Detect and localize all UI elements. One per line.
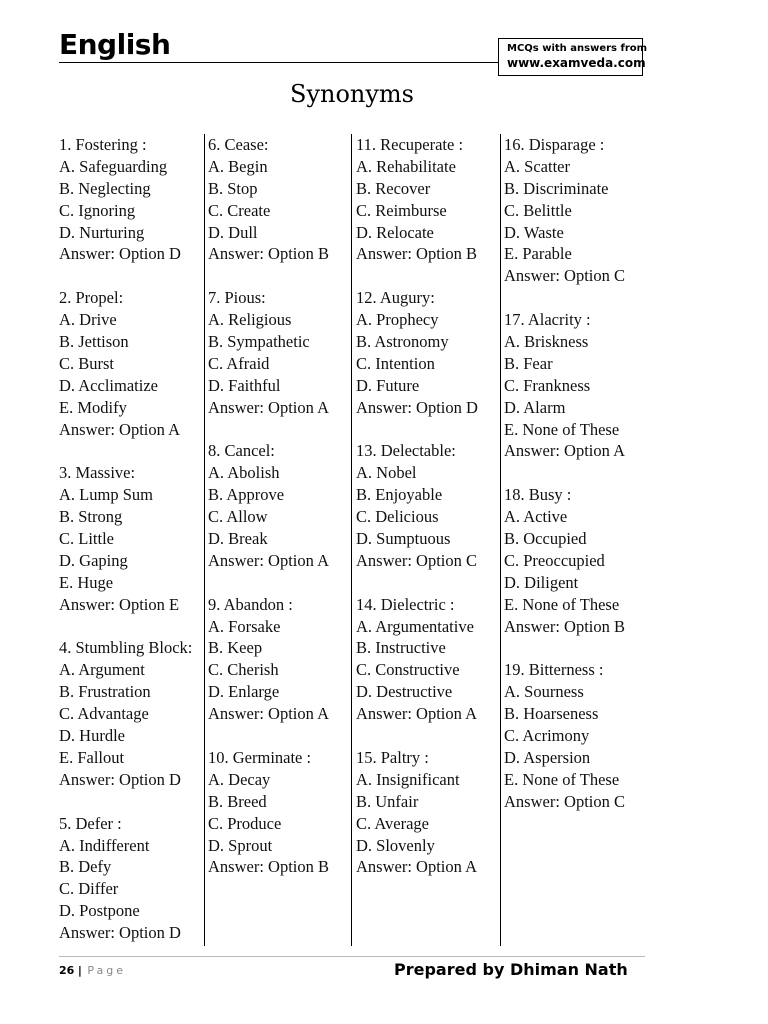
answer-option: A. Drive bbox=[59, 310, 117, 330]
question-item bbox=[59, 134, 201, 265]
question-item bbox=[208, 747, 350, 878]
answer-option: D. Enlarge bbox=[208, 682, 280, 702]
column-divider bbox=[204, 134, 205, 946]
answer-option: B. Unfair bbox=[356, 791, 419, 811]
question-title: 8. Cancel: bbox=[208, 441, 275, 461]
question-item bbox=[59, 462, 201, 615]
answer-option: D. Future bbox=[356, 375, 420, 395]
answer-option: A. Nobel bbox=[356, 463, 417, 483]
question-title: 9. Abandon : bbox=[208, 594, 293, 614]
answer-option: D. Dull bbox=[208, 222, 258, 242]
question-title: 6. Cease: bbox=[208, 135, 269, 154]
question-title: 10. Germinate : bbox=[208, 747, 312, 767]
correct-answer: Answer: Option C bbox=[356, 550, 477, 570]
column-divider bbox=[351, 134, 352, 946]
page-word: Page bbox=[87, 964, 126, 977]
question-item bbox=[208, 287, 350, 418]
answer-option: D. Slovenly bbox=[356, 835, 435, 855]
correct-answer: Answer: Option B bbox=[504, 616, 625, 636]
answer-option: A. Safeguarding bbox=[59, 156, 168, 176]
page-number-separator: | bbox=[77, 964, 82, 977]
answer-option: B. Neglecting bbox=[59, 178, 151, 198]
section-title bbox=[0, 80, 768, 108]
answer-option: C. Average bbox=[356, 813, 430, 833]
answer-option: D. Nurturing bbox=[59, 222, 145, 242]
correct-answer: Answer: Option A bbox=[504, 441, 625, 461]
answer-option: B. Discriminate bbox=[504, 178, 609, 198]
question-title: 3. Massive: bbox=[59, 463, 136, 483]
answer-option: C. Allow bbox=[208, 507, 268, 527]
answer-option: A. Religious bbox=[208, 310, 292, 330]
question-item bbox=[356, 440, 498, 571]
answer-option: B. Sympathetic bbox=[208, 332, 310, 352]
answer-option: A. Rehabilitate bbox=[356, 156, 456, 176]
answer-option: A. Active bbox=[504, 507, 568, 527]
question-item bbox=[504, 309, 646, 462]
answer-option: B. Stop bbox=[208, 178, 258, 198]
answer-option: B. Defy bbox=[59, 857, 112, 877]
answer-option: B. Breed bbox=[208, 791, 267, 811]
answer-option: B. Hoarseness bbox=[504, 704, 599, 724]
question-title: 4. Stumbling Block: bbox=[59, 638, 193, 658]
question-title: 17. Alacrity : bbox=[504, 310, 591, 330]
question-item bbox=[208, 134, 350, 265]
answer-option: B. Occupied bbox=[504, 529, 587, 549]
column-divider bbox=[500, 134, 501, 946]
answer-option: A. Argument bbox=[59, 660, 145, 680]
answer-option: D. Relocate bbox=[356, 222, 434, 242]
footer-rule bbox=[59, 956, 645, 957]
answer-option: A. Prophecy bbox=[356, 310, 439, 330]
answer-option: C. Preoccupied bbox=[504, 550, 605, 570]
correct-answer: Answer: Option A bbox=[208, 397, 329, 417]
answer-option: C. Delicious bbox=[356, 507, 439, 527]
question-columns bbox=[59, 134, 649, 946]
question-title: 1. Fostering : bbox=[59, 135, 147, 154]
question-item bbox=[504, 134, 646, 287]
answer-option: A. Argumentative bbox=[356, 616, 474, 636]
question-title: 2. Propel: bbox=[59, 288, 124, 308]
header-rule bbox=[59, 62, 499, 63]
section-title-text: Synonyms bbox=[290, 80, 414, 108]
answer-option: D. Sprout bbox=[208, 835, 273, 855]
page-number bbox=[59, 964, 126, 977]
answer-option: B. Frustration bbox=[59, 682, 151, 702]
answer-option: C. Intention bbox=[356, 353, 435, 373]
answer-option: C. Differ bbox=[59, 879, 119, 899]
source-box bbox=[498, 38, 648, 76]
correct-answer: Answer: Option C bbox=[504, 791, 625, 811]
answer-option: E. Huge bbox=[59, 572, 114, 592]
correct-answer: Answer: Option A bbox=[59, 419, 180, 439]
answer-option: E. None of These bbox=[504, 594, 620, 614]
answer-option: B. Recover bbox=[356, 178, 431, 198]
answer-option: B. Enjoyable bbox=[356, 485, 443, 505]
correct-answer: Answer: Option D bbox=[59, 923, 181, 943]
answer-option: C. Acrimony bbox=[504, 726, 590, 746]
answer-option: A. Briskness bbox=[504, 332, 589, 352]
answer-option: A. Forsake bbox=[208, 616, 281, 636]
answer-option: C. Little bbox=[59, 529, 114, 549]
answer-option: D. Diligent bbox=[504, 572, 579, 592]
question-item bbox=[504, 659, 646, 812]
answer-option: B. Instructive bbox=[356, 638, 446, 658]
correct-answer: Answer: Option C bbox=[504, 266, 625, 286]
question-column-3 bbox=[356, 134, 498, 946]
question-title: 13. Delectable: bbox=[356, 441, 456, 461]
answer-option: E. None of These bbox=[504, 419, 620, 439]
answer-option: D. Gaping bbox=[59, 550, 128, 570]
answer-option: D. Destructive bbox=[356, 682, 453, 702]
correct-answer: Answer: Option B bbox=[208, 244, 329, 264]
question-title: 14. Dielectric : bbox=[356, 594, 455, 614]
answer-option: C. Constructive bbox=[356, 660, 460, 680]
correct-answer: Answer: Option B bbox=[356, 244, 477, 264]
answer-option: D. Break bbox=[208, 529, 268, 549]
question-item bbox=[59, 813, 201, 944]
answer-option: D. Aspersion bbox=[504, 747, 591, 767]
question-title: 15. Paltry : bbox=[356, 747, 429, 767]
answer-option: B. Astronomy bbox=[356, 332, 449, 352]
correct-answer: Answer: Option A bbox=[356, 857, 477, 877]
subject-heading: English bbox=[59, 28, 171, 61]
question-title: 5. Defer : bbox=[59, 813, 122, 833]
question-title: 12. Augury: bbox=[356, 288, 435, 308]
answer-option: D. Waste bbox=[504, 222, 564, 242]
question-item bbox=[356, 134, 498, 265]
answer-option: C. Produce bbox=[208, 813, 282, 833]
correct-answer: Answer: Option A bbox=[208, 550, 329, 570]
answer-option: C. Ignoring bbox=[59, 200, 136, 220]
page-number-value: 26 bbox=[59, 964, 75, 977]
answer-option: E. Parable bbox=[504, 244, 572, 264]
answer-option: C. Advantage bbox=[59, 704, 149, 724]
correct-answer: Answer: Option E bbox=[59, 594, 180, 614]
question-title: 7. Pious: bbox=[208, 288, 266, 308]
question-column-1 bbox=[59, 134, 201, 946]
correct-answer: Answer: Option D bbox=[356, 397, 478, 417]
answer-option: A. Begin bbox=[208, 156, 268, 176]
answer-option: D. Postpone bbox=[59, 901, 140, 921]
answer-option: D. Acclimatize bbox=[59, 375, 158, 395]
correct-answer: Answer: Option B bbox=[208, 857, 329, 877]
question-item bbox=[504, 484, 646, 637]
correct-answer: Answer: Option D bbox=[59, 769, 181, 789]
question-item bbox=[208, 594, 350, 725]
answer-option: A. Abolish bbox=[208, 463, 280, 483]
answer-option: C. Frankness bbox=[504, 375, 591, 395]
answer-option: D. Hurdle bbox=[59, 726, 125, 746]
answer-option: B. Strong bbox=[59, 507, 123, 527]
question-item bbox=[356, 287, 498, 418]
question-item bbox=[59, 637, 201, 790]
question-column-2 bbox=[208, 134, 350, 946]
question-item bbox=[59, 287, 201, 440]
question-title: 19. Bitterness : bbox=[504, 660, 604, 680]
question-title: 11. Recuperate : bbox=[356, 135, 464, 154]
correct-answer: Answer: Option A bbox=[208, 704, 329, 724]
correct-answer: Answer: Option A bbox=[356, 704, 477, 724]
answer-option: C. Afraid bbox=[208, 353, 270, 373]
answer-option: B. Jettison bbox=[59, 332, 129, 352]
question-item bbox=[356, 594, 498, 725]
answer-option: C. Burst bbox=[59, 353, 115, 373]
answer-option: A. Sourness bbox=[504, 682, 584, 702]
answer-option: E. None of These bbox=[504, 769, 620, 789]
correct-answer: Answer: Option D bbox=[59, 244, 181, 264]
answer-option: D. Faithful bbox=[208, 375, 281, 395]
answer-option: C. Create bbox=[208, 200, 271, 220]
answer-option: E. Fallout bbox=[59, 747, 125, 767]
question-title: 18. Busy : bbox=[504, 485, 572, 505]
answer-option: A. Lump Sum bbox=[59, 485, 153, 505]
answer-option: C. Belittle bbox=[504, 200, 572, 220]
prepared-by: Prepared by Dhiman Nath bbox=[394, 960, 628, 979]
answer-option: C. Cherish bbox=[208, 660, 279, 680]
answer-option: B. Approve bbox=[208, 485, 285, 505]
question-title: 16. Disparage : bbox=[504, 135, 605, 154]
answer-option: B. Fear bbox=[504, 353, 553, 373]
question-item bbox=[356, 747, 498, 878]
answer-option: A. Decay bbox=[208, 769, 271, 789]
answer-option: A. Indifferent bbox=[59, 835, 150, 855]
answer-option: C. Reimburse bbox=[356, 200, 447, 220]
source-caption: MCQs with answers from bbox=[507, 43, 648, 54]
answer-option: D. Sumptuous bbox=[356, 529, 451, 549]
source-website: www.examveda.com bbox=[507, 56, 646, 70]
answer-option: A. Scatter bbox=[504, 156, 570, 176]
question-column-4 bbox=[504, 134, 646, 946]
answer-option: A. Insignificant bbox=[356, 769, 460, 789]
answer-option: B. Keep bbox=[208, 638, 263, 658]
answer-option: E. Modify bbox=[59, 397, 127, 417]
question-item bbox=[208, 440, 350, 571]
answer-option: D. Alarm bbox=[504, 397, 566, 417]
